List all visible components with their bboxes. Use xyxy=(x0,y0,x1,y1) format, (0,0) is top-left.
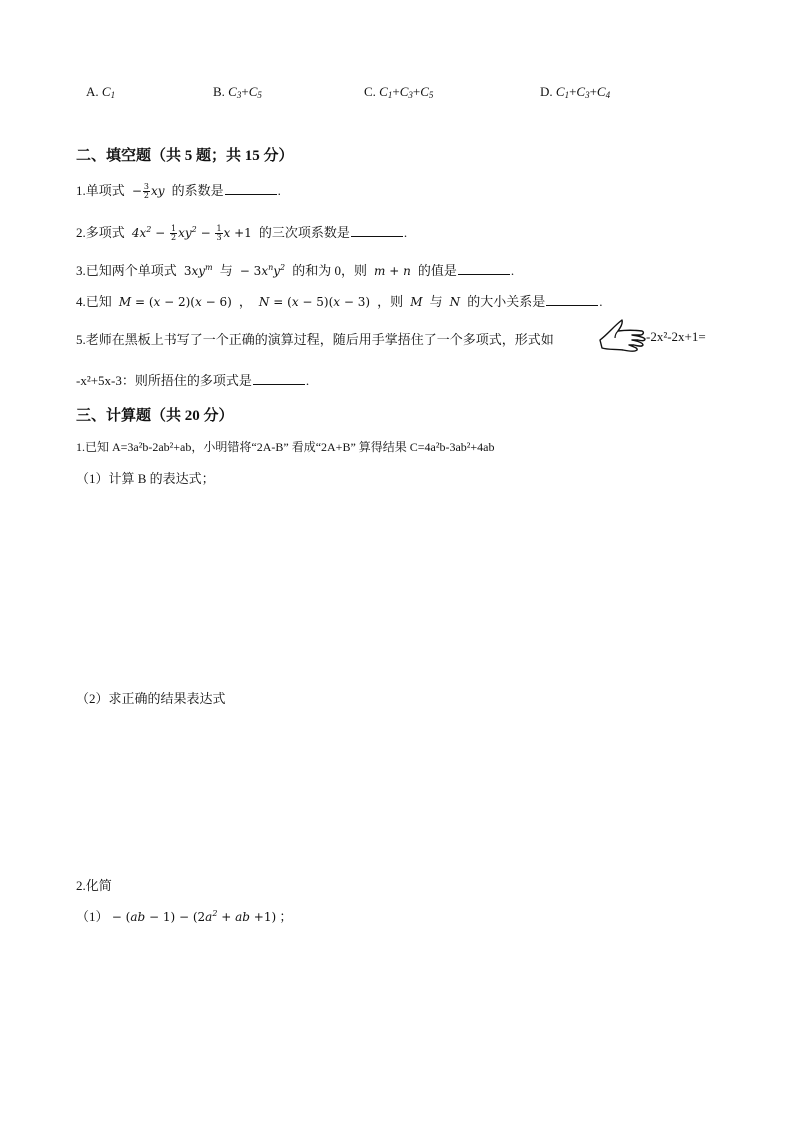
choice-d-term: $C_4$ xyxy=(596,84,611,100)
answer-blank[interactable] xyxy=(253,372,305,385)
fill-question-5-line2: -x²+5x-3：则所捂住的多项式是 . xyxy=(76,373,310,388)
choice-b-term: $C_5$ xyxy=(248,84,262,100)
symbol-m: M xyxy=(406,295,427,309)
choice-d-term: $C_3$ xyxy=(576,84,590,100)
m-definition: M = (x − 2)(x − 6) xyxy=(115,295,232,309)
answer-blank[interactable] xyxy=(546,293,598,306)
calc-question-2: 2.化简 xyxy=(76,878,112,893)
calc-question-1-part-1: （1）计算 B 的表达式； xyxy=(76,471,215,486)
choice-b-term: $C_3$ xyxy=(228,84,242,100)
simplify-expression: − $(ab - 1) - (2a^2$ + ab +1) xyxy=(111,909,277,924)
sum-expression: m + n xyxy=(370,264,415,278)
answer-blank[interactable] xyxy=(458,262,510,275)
choice-d-letter: D. xyxy=(540,84,556,99)
choice-a-letter: A. xyxy=(86,84,102,99)
fill-question-2: 2.多项式 $4x^2$ − $\frac{1}{2}$ $xy^2$ − $\frac{1}{3}$ x +1 的三次项系数是 . xyxy=(76,224,408,242)
monomial-1: $3xy^m$ xyxy=(183,263,213,278)
calc-question-1-part-2: （2）求正确的结果表达式 xyxy=(76,691,226,706)
choice-c-term: $C_1$ xyxy=(379,84,393,100)
fill-question-5-equation: -2x²-2x+1= xyxy=(646,329,706,344)
choice-c-letter: C. xyxy=(364,84,380,99)
choice-b: B. $C_3+C_5$ xyxy=(213,84,262,100)
choice-c: C. $C_1+C_3+C_5$ xyxy=(364,84,434,100)
hand-icon xyxy=(598,318,648,356)
monomial-expression: − $\frac{3}{2}$ xy xyxy=(128,182,169,200)
choice-b-letter: B. xyxy=(213,84,229,99)
monomial-2: − $3x^ny^2$ xyxy=(239,263,286,278)
calc-question-1: 1.已知 A=3a²b-2ab²+ab，小明错将“2A-B” 看成“2A+B” 算得结果 C=4a²b-3ab²+4ab xyxy=(76,440,495,454)
section-2-title: 二、填空题（共 5 题；共 15 分） xyxy=(76,148,294,164)
choice-a-term: $C_1$ xyxy=(101,84,116,100)
n-definition: N = (x − 5)(x − 3) xyxy=(255,295,371,309)
fill-question-3: 3.已知两个单项式 $3xy^m$ 与 − $3x^ny^2$ 的和为 0，则 m + n 的值是 . xyxy=(76,263,515,278)
fill-question-4: 4.已知 M = (x − 2)(x − 6) ， N = (x − 5)(x − 3) ，则 M 与 N 的大小关系是 . xyxy=(76,294,603,309)
calc-question-2-part-1: $(1) - (ab - 1) - (2a^2$ + ab +1) ； xyxy=(76,909,293,924)
symbol-n: N xyxy=(445,295,464,309)
answer-blank[interactable] xyxy=(351,224,403,237)
choice-d-term: $C_1$ xyxy=(555,84,570,100)
fill-question-1: 1.单项式 − $\frac{3}{2}$ xy 的系数是 . xyxy=(76,182,281,200)
section-3-title: 三、计算题（共 20 分） xyxy=(76,408,234,424)
polynomial-expression: $4x^2$ − $\frac{1}{2}$ $xy^2$ − $\frac{1}{3}$ x +1 xyxy=(128,224,252,242)
fill-question-5-line1: 5.老师在黑板上书写了一个正确的演算过程，随后用手掌捂住了一个多项式，形式如 xyxy=(76,332,554,347)
choice-a xyxy=(86,84,115,100)
choice-c-term: $C_5$ xyxy=(420,84,434,100)
choice-d: D. $C_1+C_3+C_4$ xyxy=(540,84,611,100)
answer-blank[interactable] xyxy=(225,182,277,195)
choice-c-term: $C_3$ xyxy=(399,84,413,100)
